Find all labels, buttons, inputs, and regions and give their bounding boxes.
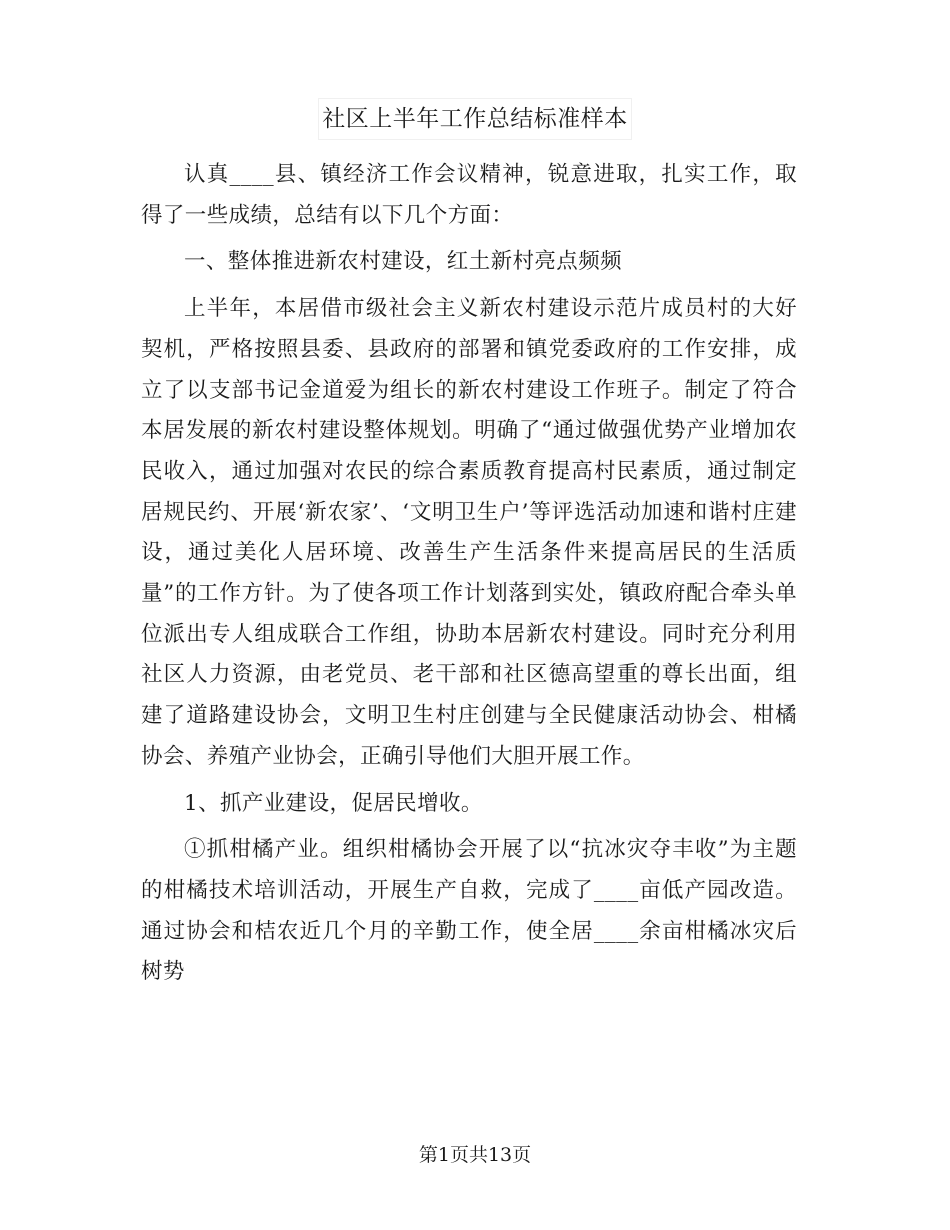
body-paragraph: 上半年，本居借市级社会主义新农村建设示范片成员村的大好契机，严格按照县委、县政府的部署和镇党委政府的工作安排，成立了以支部书记金道爱为组长的新农村建设工作班子。制定了符合本居发展的新农村建设整体规划。明确了“通过做强优势产业增加农民收入，通过加强对农民的综合素质教育提高村民素质，通过制定居规民约、开展‘新农家’、‘文明卫生户’等评选活动加速和谐村庄建设，通过美化人居环境、改善生产生活条件来提高居民的生活质量”的工作方针。为了使各项工作计划落到实处，镇政府配合牵头单位派出专人组成联合工作组，协助本居新农村建设。同时充分利用社区人力资源，由老党员、老干部和社区德高望重的尊长出面，组建了道路建设协会，文明卫生村庄创建与全民健康活动协会、柑橘协会、养殖产业协会，正确引导他们大胆开展工作。 (141, 296, 797, 769)
document-body (141, 155, 797, 999)
intro-paragraph: 认真____县、镇经济工作会议精神，锐意进取，扎实工作，取得了一些成绩，总结有以下几个方面： (141, 162, 797, 228)
document-title: 社区上半年工作总结标准样本 (318, 98, 632, 140)
subsection-heading-1: 1、抓产业建设，促居民增收。 (184, 790, 483, 816)
page-number-footer: 第1页共13页 (418, 1144, 532, 1166)
body-paragraph: ①抓柑橘产业。组织柑橘协会开展了以“抗冰灾夺丰收”为主题的柑橘技术培训活动，开展生产自救，完成了____亩低产园改造。通过协会和桔农近几个月的辛勤工作，使全居____余亩柑橘冰灾后树势 (141, 837, 797, 985)
document-title-container (0, 98, 950, 140)
section-heading-1: 一、整体推进新农村建设，红土新村亮点频频 (184, 249, 623, 275)
